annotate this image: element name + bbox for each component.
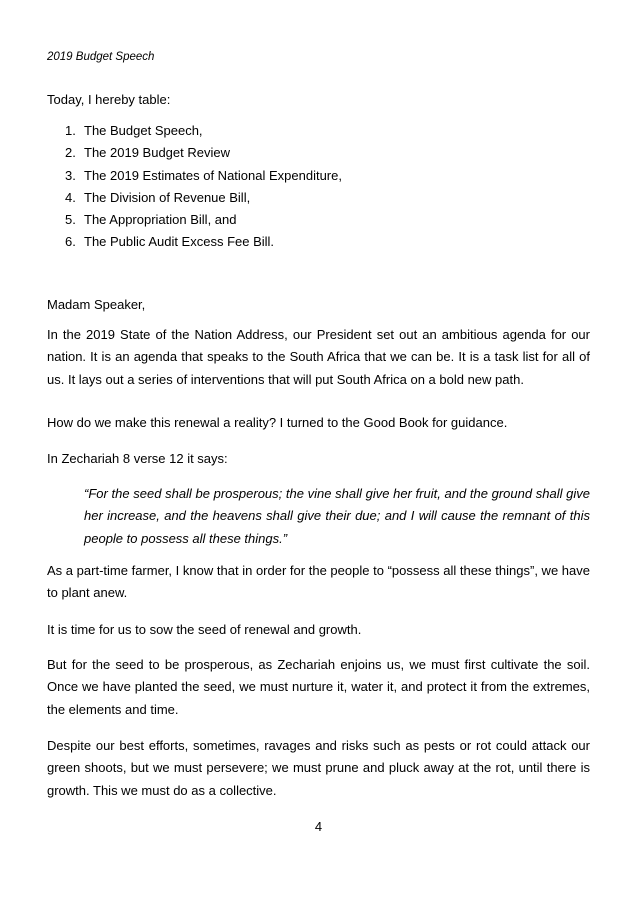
paragraph-cultivate-soil: But for the seed to be prosperous, as Zechariah enjoins us, we must first cultivate the soil. Once we have planted the seed, we must nurture it, water it, and protect it from the extremes, the elements and time.	[47, 657, 590, 717]
list-item-text: The Budget Speech,	[84, 123, 203, 138]
list-item-text: The Appropriation Bill, and	[84, 212, 237, 228]
list-item-text: The Public Audit Excess Fee Bill.	[84, 234, 275, 250]
list-item-number: 1.	[65, 123, 76, 138]
document-page	[47, 0, 590, 903]
paragraph-sow-seed: It is time for us to sow the seed of renewal and growth.	[47, 622, 362, 637]
list-item-number: 3.	[65, 167, 76, 183]
intro-line: Today, I hereby table:	[47, 92, 171, 107]
list-item-text: The 2019 Estimates of National Expenditure,	[84, 167, 342, 183]
list-item	[65, 231, 342, 253]
paragraph-persevere: Despite our best efforts, sometimes, ravages and risks such as pests or rot could attack our green shoots, but we must persevere; we must prune and pluck away at the rot, until there is growth. This we must do as a collective.	[47, 738, 590, 798]
list-item-number: 4.	[65, 189, 76, 205]
paragraph-sona: In the 2019 State of the Nation Address, our President set out an ambitious agenda for our nation. It is an agenda that speaks to the South Africa that we can be. It is a task list for all of us. It lays out a series of interventions that will put South Africa on a bold new path.	[47, 327, 590, 387]
paragraph-zechariah-intro: In Zechariah 8 verse 12 it says:	[47, 451, 228, 466]
list-item-text: The 2019 Budget Review	[84, 145, 230, 161]
running-header: 2019 Budget Speech	[47, 51, 155, 63]
list-item-number: 2.	[65, 145, 76, 161]
list-item-number: 6.	[65, 234, 76, 250]
list-item	[65, 142, 342, 164]
list-item	[65, 209, 342, 231]
list-item-text: The Division of Revenue Bill,	[84, 189, 251, 205]
page-number: 4	[314, 819, 323, 834]
paragraph-farmer: As a part-time farmer, I know that in order for the people to “possess all these things”, we have to plant anew.	[47, 563, 590, 601]
salutation: Madam Speaker,	[47, 297, 146, 312]
scripture-quote: “For the seed shall be prosperous; the vine shall give her fruit, and the ground shall give her increase, and the heavens shall give their due; and I will cause the remnant of this people to possess all these things.”	[84, 486, 590, 546]
list-item	[65, 120, 342, 142]
list-item	[65, 165, 342, 187]
list-item	[65, 187, 342, 209]
tabled-documents-list	[65, 120, 342, 254]
list-item-number: 5.	[65, 212, 76, 228]
paragraph-renewal-question: How do we make this renewal a reality? I turned to the Good Book for guidance.	[47, 415, 508, 430]
